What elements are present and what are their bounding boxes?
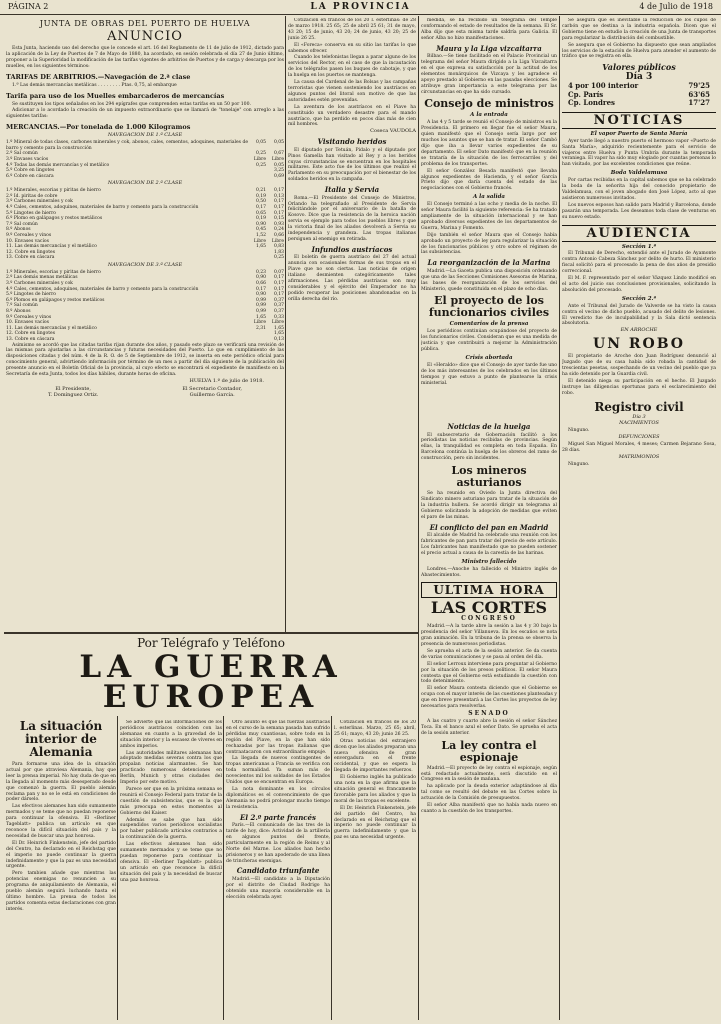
consejo-heading: Consejo de ministros [424,97,554,111]
article-paragraph: medida, se ha recibido un telegrama del Temple conformando el estado de resultados de la semana. El Sr. Alba dijo que esta misma tarde saldría para Galicia. El señor Alba no hizo manifestaciones. [421,18,557,41]
article-paragraph: El boletín de guerra austríaco del 27 del actual anuncia con ocasionales formas de sus tropas en el Piave que no son ciertas. Las noticias de origen italiano desmienten categóricamente tales afirmaciones. Las pérdidas austríacas son muy considerables y el ejército del Emperador no ha podido recuperar las posiciones abandonadas en la orilla derecha del río. [288,255,416,302]
tariff-value: 0,07 [273,269,284,275]
article-paragraph: El señor Alba manifestó que no había nada nuevo en cuanto a la cuestión de los transportes. [421,803,557,814]
valores-value: 79'25 [688,81,710,91]
adicion-text: Adicionar a lo acordado la creación de un impuesto extraordinario que se llamará de "tonelaje" con arreglo a las siguientes tarifas: [6,108,284,120]
tariff-value: 0,50 [255,199,266,205]
tariff-item: 5.º Lingotes de hierro [6,210,56,216]
tariff-value: 0,90 [255,275,266,281]
anuncio-intro: Esta Junta, haciendo uso del derecho que le concede el art. 16 del Reglamento de 11 de julio de 1912, dictado para la aplicación de la Ley de Puertos de 7 de Mayo de 1880, ha acordado, en sesión celebrada el día 27 de Junio último, proponer a la Superioridad la modificación de las tarifas vigentes de arbitrios de Puertos y de carga y descarga por los muelles, en los siguientes términos: [6,46,284,69]
article-paragraph: A las cuatro y cuarto abre la sesión el señor Sánchez Toca. En el banco azul el señor Dato. Se aprueba el acta de la sesión anterior. [421,718,557,736]
tariff-value: 1,65 [255,244,266,250]
registro-entry: Ninguno. [568,461,590,467]
telegraph-heading: Por Telégrafo y Teléfono [137,636,285,650]
tariff-value: 0,90 [255,221,266,227]
article-subheading: El vapor Puerto de Santa María [590,130,688,137]
valores-label: Cp. París [568,89,604,99]
nav1-caption: NAVEGACION DE 1.ª CLASE [107,132,183,139]
article-subheading: Ministro fallecido [461,558,517,565]
war-column-2 [120,720,222,1020]
valores-label: Cp. Londres [568,98,615,108]
column-rule [223,716,224,1020]
article-paragraph: Madrid.—La Gaceta publica una disposición ordenando que una de las Secciones Comisiones Asesoras de Marina, las bases de reorganización de los servicios del Ministerio, quede constituida en el plazo de ocho días. [421,268,557,292]
article-paragraph: Se ha reunido en Oviedo la Junta directiva del Sindicato minero asturiano para tratar de la situación de la industria hullera. Se acordó dirigir un telegrama al Gobierno solicitando la adopción de medidas que eviten el paro de las minas. [421,491,557,520]
article-paragraph: Además se sabe que han sido suspendidos varios periódicos socialistas por haber publicado artículos contrarios a la continuación de la guerra. [120,817,222,841]
tariff-item: 12. Cobre en lingotes [6,249,56,255]
column-3-lower [421,420,557,1020]
tariff-item: 5.º Cobre en lingotes [6,168,55,174]
article-paragraph: Cotización en francos de los 20 l. esterlinas. Marzo, 25 65; abril, 25 61; mayo, 43 20; junio 26 25. [334,720,416,737]
presidente-name: T. Domínguez Ortiz. [48,391,99,398]
war-title: LA GUERRA EUROPEA [79,649,343,715]
article-paragraph: Se aprueba el acta de la sesión anterior. Se da cuenta de varias comunicaciones y se pasa al orden del día. [421,648,557,660]
tariff-value: 0,17 [273,275,284,281]
article-paragraph: Por cartas recibidas en la capital sabemos que se ha celebrado la boda de la señorita hija del conocido propietario de Valdelamusa, con el joven abogado don José López, acto al que asistieron numerosos invitados. [562,178,716,201]
tariff-value: 0,65 [255,210,266,216]
nav2-table [6,188,284,261]
tariff-value: 0,69 [273,173,284,179]
tarifa-subheading: Tarifa para uso de los Muelles embarcaderos de mercancías [6,91,225,100]
registro-subheading: DEFUNCIONES [618,434,660,441]
article-paragraph: Cuando los telefonistas llegan a parar alguno de los servicios del Rector, en el caso de que la incautación de los telégrafos pasen los buques de cabotaje, y que la huelga en los puertos se mantenga. [288,55,416,79]
cortes-heading: LAS CORTES [430,598,548,618]
tariff-item: 10. Envases vacíos [6,238,49,244]
article-subheading: Crisis abortada [465,354,513,361]
article-paragraph: El M. F. representado por el señor Vázquez Lindo modificó en el acto del juicio sus conclusiones provisionales, solicitando la absolución del procesado. [562,276,716,293]
tariff-item: 4.º Cales, cementos, adoquines, materiales de barro y cemento para la construcción [6,286,199,292]
tariff-value: 0,17 [273,205,284,210]
article-paragraph: El señor Lerroux interviene para preguntar al Gobierno por la situación de los presos políticos. El señor Maura contesta que el Gobierno está estudiando la cuestión con todo detenimiento. [421,661,557,685]
tariff-item: 9.º Cereales y vinos [6,232,52,238]
valores-value: 63'65 [688,89,710,99]
valores-day: Día 3 [625,72,653,83]
registro-heading: Registro civil [594,399,684,414]
article-paragraph: La nota dominante en los círculos diplomáticos es el convencimiento de que Alemania no podrá prolongar mucho tiempo la resistencia. [226,786,330,810]
column-rule [331,716,332,1020]
column-rule [285,16,286,632]
article-subheading: Comentarios de la prensa [449,321,529,328]
article-paragraph: La aventura de los austríacos en el Piave ha constituido un verdadero desastre para el mando austríaco, que ha perdido en pocos días más de cien mil hombres. [288,104,416,128]
column-2 [288,18,416,630]
tariff-item: 11. Las demás mercancías y el metálico [6,244,97,250]
article-paragraph: La causa del Cardenal de las Bolsas y las campañas terroristas que vienen sosteniendo los austríacos en algunos puntos del litoral son motivo de que las autoridades estén prevenidas. [288,80,416,103]
table-row [6,140,284,151]
tariff-value: 3,25 [273,168,284,174]
tariff-value: 0,66 [255,281,266,287]
article-paragraph: El alcalde de Madrid ha celebrado una reunión con los fabricantes de pan para tratar del precio de este artículo. Los fabricantes han manifestado que no pueden sostener el precio actual a causa de la carestía de las harinas. [421,533,557,556]
tariff-item: 1.º Mineral de todas clases, carbones minerales y cok, abonos, cales, cementos, adoquines, materiales de barro y cemento para la construcción [6,140,248,151]
tariff-item: 7.º Sal común [6,303,38,309]
article-paragraph: El «Foreca» conserva en su sitio las tarifas lo que sabemos ofrecer. [288,42,416,54]
registro-subheading: NACIMIENTOS [619,420,659,427]
war-column-1 [6,720,116,1020]
tariff-value: 0,24 [273,227,284,233]
article-paragraph: Ayer tarde llegó a nuestro puerto el hermoso vapor «Puerto de Santa María», adquirido recientemente para el servicio de viajeros entre Huelva y Punta Umbría durante la temporada veraniega. El vapor ha sido muy elogiado por cuantas personas lo han visitado, por las excelentes condiciones que reúne. [562,138,716,168]
tariff-value: 0,05 [273,140,284,146]
ultima-hora-heading: ULTIMA HORA [421,582,557,598]
tariff-item: 5.º Lingotes de hierro [6,292,56,298]
tariff-value: 0,05 [255,140,266,146]
tariff-value [248,255,266,261]
tariff-value: 0,66 [273,232,284,238]
article-paragraph: Se asegura que el Gobierno ha dispuesto que sean ampliados los servicios de la estación de Huelva para atender el aumento de tráfico que se registra en ella. [562,42,716,60]
tariff-item: 1.º Minerales, escorias y piritas de hierro [6,269,101,275]
tariff-value: 0,13 [273,193,284,199]
tariff-value: 0,13 [273,336,284,342]
tariff-value: 0,17 [273,210,284,216]
tariff-value: 0,05 [273,162,284,168]
tariff-value: Libre [253,156,266,162]
secretario-title: El Secretario Contador, [182,385,242,392]
valores-heading: Valores públicos [602,62,676,73]
article-paragraph: El Tribunal de Derecho, extendió ante el Jurado de Ayamonte contra Antonio Cabeza Sánchez por delito de hurto. El ministerio fiscal solicitó para el procesado la pena de dos años de presidio correccional. [562,251,716,275]
article-paragraph: Madrid.—El proyecto de ley contra el espionaje, según está redactado actualmente, será discutido en el Congreso en la sesión de mañana. [421,765,557,783]
tariff-value: 0,83 [273,244,284,250]
page-number: PÁGINA 2 [8,2,49,11]
article-paragraph: Otro asunto es que las fuerzas austríacas en el curso de la semana pasada han sufrido pérdidas muy cuantiosas, sobre todo en la región del Piave, en la que han sido rechazadas por las tropas italianas que contraatacaron con extraordinario empuje. [226,720,330,755]
presidente-title: El Presidente, [55,385,91,392]
anuncio-date: HUELVA 1.º de julio de 1918. [189,378,264,384]
tariff-value: Libre [271,238,284,244]
tariff-item: 2.º Id. piritas de cobre [6,193,58,199]
tariff-item: 8.º Abonos [6,227,31,233]
section-label: Sección 2.ª [621,295,657,302]
tariff-item: 8.º Abonos [6,309,31,314]
byline: Coseca VAUDOLA [370,128,416,135]
tariff-item: 12. Cobre en lingotes [6,331,56,337]
tariff-item: 7.º Sal común [6,221,38,227]
nav1-table [6,140,284,179]
tariff-item: 10. Envases vacíos [6,320,49,326]
registro-subheading: MATRIMONIOS [618,454,660,460]
junta-heading: JUNTA DE OBRAS DEL PUERTO DE HUELVA [39,18,251,28]
tarifas-heading: TARIFAS DE ARBITRIOS.—Navegación de 2.ª clase [6,72,191,81]
mineros-heading: Los mineros asturianos [451,464,527,490]
article-heading: Candidato triunfante [236,866,320,876]
tariff-value: 0,15 [273,216,284,222]
tariff-item: 9.º Cereales y vinos [6,314,52,320]
tariff-item: 6.º Plomo en galápagos y restos metálicos [6,216,103,222]
article-paragraph: El «Heraldo» dice que el Consejo de ayer tarde fue uno de los más interesantes de los celebrados en los últimos tiempos y que estuvo a punto de plantearse la crisis ministerial. [421,362,557,386]
anuncio-closing: Asimismo se acordó que las citadas tarifas rijan durante dos años, y pasado este plazo se verificará una revisión de las mismas para ajustarlas a las circunstancias y futuras necesidades del Puerto. Lo que en cumplimiento de las disposiciones citadas y del núm. 4 de la R. O. de 5 de Septiembre de 1912, se inserta en este periódico oficial para conocimiento general, advirtiendo información por término de un mes a partir del día siguiente de la publicación del presente anuncio en el Boletín Oficial de la provincia, al cuyo efecto se encontrará el expediente de manifiesto en la Secretaría de esta Junta, todos los días hábiles, durante horas de oficina. [6,342,284,378]
article-heading: Maura y la Liga vizcaitarra [436,43,542,53]
newspaper-title: LA PROVINCIA [310,2,411,12]
tariff-value: 0,37 [273,309,284,314]
article-paragraph: París.—El comunicado de las tres de la tarde de hoy, dice: Actividad de la artillería en algunos puntos del frente, particularmente en la región de Reims y al Norte del Marne. Los aliados han hecho prisioneros y se han apoderado de una línea de trincheras enemigas. [226,823,330,864]
article-paragraph: El diputado por Tetuán, Pidalo y el diputado por Pinos Gamella han visitado al Rey y a los heridos cuyas circunstancias se encuentran en los hospitales militares. Este acto fue de los últimos que realizó el Parlamento en su preocupación por el bienestar de los soldados heridos en la campaña. [288,147,416,183]
audiencia-heading: AUDIENCIA [562,225,716,242]
article-heading: Noticias de la huelga [447,422,531,431]
article-paragraph: Se asegura que es inevitable la reducción de los cupos de carbón que se destina a la industria española. Dicen que el Gobierno tiene en estudio la creación de una Junta de transportes para regularizar la distribución del combustible. [562,18,716,41]
article-paragraph: La llegada de nuevos contingentes de tropas americanas a Francia se verifica con toda normalidad. Ya suman más de novecientos mil los soldados de los Estados Unidos que se encuentran en Europa. [226,756,330,786]
article-heading: El 2.º parte francés [240,812,316,822]
article-subheading: A la entrada [470,112,508,119]
tariff-item: 1.º Minerales, escorias y piritas de hierro [6,188,101,194]
article-paragraph: Pero tambien añade que mientras las potencias enemigas no renuncien a su programa de aniquilamiento de Alemania, el pueblo alemán seguirá luchando hasta el último hombre. La prensa de todos los partidos comenta estas declaraciones con gran interés. [6,871,116,912]
section-rule [4,632,418,634]
article-paragraph: El Consejo terminó a las ocho y media de la noche. El señor Maura facilitó la siguiente referencia: Se ha tratado ampliamente de la situación internacional y se han aprobado diversos expedientes de los departamentos de Guerra, Marina y Fomento. [421,202,557,231]
tarifa-line: 1.ª Las demás mercancías metálicas . . . . . . . . Ptas. 0,75, al embarque [12,82,177,88]
article-subheading: A la salida [473,194,505,201]
article-paragraph: Ante el Tribunal del Jurado de Valverde se ha visto la causa contra el vecino de dicho pueblo, acusado del delito de lesiones. El veredicto fue de inculpabilidad y la Sala dictó sentencia absolutoria. [562,303,716,327]
tariff-item: 3.º Envases vacíos [6,156,49,162]
article-paragraph: Roma.—El Presidente del Consejo de Ministros, Orlando ha telegrafiado al Presidente de Servia felicitándole por el aniversario de la batalla de Kosovo. Dice que la resistencia de la heroica nación servia es ejemplo para todos los pueblos libres y que la victoria final de los aliados devolverá a Servia su independencia y grandeza. Las tropas italianas persiguen al enemigo en retirada. [288,195,416,242]
table-row [6,255,284,261]
secretario-name: Guillermo García. [189,391,235,398]
tarifa-note: Se sustituyen los tipos señalados en los 294 epígrafes que comprenden estas tarifas en un 50 por 100. [12,101,251,107]
tariff-value: 0,37 [273,303,284,309]
column-rule [418,16,419,1020]
tariff-value: 1,52 [255,232,266,238]
anuncio-title: ANUNCIO [107,29,183,44]
section-label: Sección 1.ª [621,243,657,250]
valores-label: 4 por 100 interior [568,81,639,91]
tariff-item: 6.º Cobre en cáscara [6,173,54,179]
column-rule [559,16,560,1020]
anuncio-section [6,18,284,630]
registro-entry: Ninguno. [568,428,590,434]
tariff-value: 0,37 [273,297,284,303]
tariff-value: 0,17 [273,199,284,205]
tariff-item: 13. Cobre en cáscara [6,336,55,342]
article-heading: Italia y Servia [324,185,380,195]
article-paragraph: ha aplicado por la deuda exterior adaptándose al día tal como se resultó del debate en las Cortes sobre la actuación de la Comisión de presupuestos. [421,784,557,802]
article-paragraph: El Dr. Heinrich Finkenstein, jefe del partido del Centro, ha declarado en el Reichstag que el imperio no puede continuar la guerra indefinidamente y que la paz es una necesidad urgente. [334,805,416,841]
tariff-value: 1,65 [273,325,284,331]
tariff-value: 0,25 [255,151,266,157]
article-paragraph: A las 4 y 5 tarde se reunió el Consejo de ministros en la Presidencia. El primero en llegar fue el señor Maura, quien manifestó que el Consejo sería largo por ser muchos los asuntos que se han de tratar. El señor Cambó dijo que iba a llevar varios expedientes de su departamento. El señor Dato manifestó que en la reunión se trataría de la situación de los ferrocarriles y del problema de los transportes. [421,120,557,167]
tariff-value: 0,17 [273,286,284,292]
article-paragraph: Las efectivos alemanes han sido sumamente mermados y se teme que no puedan reponerse para continuar la ofensiva. El «Berliner Tageblatt» publica un artículo en que reconoce la difícil situación del país y la necesidad de buscar una paz honrosa. [6,804,116,839]
senado-heading: SENADO [468,710,510,717]
article-paragraph: El Dr. Heinrich Finkenstein, jefe del partido del Centro, ha declarado en el Reichstag que el imperio no puede continuar la guerra indefinidamente y que la paz es una necesidad urgente. [6,840,116,870]
nav3-caption: NAVEGACION DE 3.ª CLASE [107,261,183,268]
tariff-value: Libre [271,156,284,162]
registro-entry: Miguel San Miguel Morales, 4 meses; Carmen Bejarano Sosa, 28 días. [562,442,716,454]
article-paragraph: Madrid.—A la tarde abre la sesión a las 4 y 30 bajo la presidencia del señor Villanueva. En los escaños se nota gran animación. En la tribuna de la prensa se observa la presencia de numerosos periodistas. [421,624,557,648]
tariff-value: 0,17 [273,281,284,287]
tariff-value: Libre [253,238,266,244]
valores-row [562,99,716,108]
war-column-4 [334,720,416,1020]
article-heading: Visitando heridos [317,137,387,147]
tariff-item: 13. Cobre en cáscara [6,255,55,261]
tariff-item: 3.º Carbones minerales y cok [6,281,73,287]
tariff-value: 1,83 [273,249,284,255]
tariff-value: 0,25 [255,162,266,168]
place-label: EN ARROCHE [620,327,658,334]
tariff-value: 0,99 [255,309,266,314]
tariff-value: 0,90 [255,292,266,298]
article-paragraph: El propietario de Aroche don Juan Rodríguez denunció al Juzgado que de su casa había sido robada la cantidad de trescientas pesetas, sospechando de un vecino del pueblo que ya ha sido detenido por la Guardia civil. [562,354,716,377]
tariff-item: 2.º Las demás menas metálicas [6,275,78,281]
war-column-3 [226,720,330,1020]
tariff-item: 2.º Sal común [6,151,38,157]
tariff-value: 0,25 [273,255,284,261]
tariff-value: 0,93 [273,221,284,227]
funcionarios-heading: El proyecto de los funcionarios civiles [428,294,550,320]
article-paragraph: Madrid.—El candidato a la Diputación por el distrito de Ciudad Rodrigo ha obtenido una mayoría considerable en la elección celebrada ayer. [226,876,330,900]
tariff-value: 0,33 [273,314,284,320]
article-paragraph: Cotización en francos de los 20 l. esterlinas: de 28 de marzo 1918. 25 65; 25 de abril 25 61; 31 de mayo, 43 20; 15 de junio, 43 20; 24 de junio, 43 20; 25 de junio 26 25. [288,18,416,41]
article-heading: El conflicto del pan en Madrid [429,522,549,532]
congreso-heading: CONGRESO [461,615,517,623]
tariff-value: 2,31 [255,325,266,331]
nav2-caption: NAVEGACION DE 2.ª CLASE [107,180,183,187]
article-paragraph: Para formarse una idea de la situación actual por que atraviesa Alemania, hay que leer la prensa imperial. No hay duda de que en la llegada al momento más desesperado desde que comenzó la guerra. El pueblo alemán reclama pan y no se le está en condiciones de poder dárselo. [6,762,116,803]
mercancias-heading: MERCANCIAS.—Por tonelada de 1.000 Kilogramos [6,123,191,132]
tariff-value: Libre [253,320,266,326]
article-paragraph: El señor González Besada manifestó que llevaba algunos expedientes de Hacienda, y el señor García Prieto dijo que daría cuenta del estado de las negociaciones con el Gobierno francés. [421,168,557,192]
tariff-item: 11. Las demás mercancías y el metálico [6,325,97,331]
masthead [0,0,721,15]
tariff-value: 0,99 [255,303,266,309]
column-rule [117,716,118,1020]
tariff-value: 0,17 [255,286,266,292]
article-paragraph: Las efectivos alemanes han sido sumamente mermados y se teme que no puedan reponerse para continuar la ofensiva. El «Berliner Tageblatt» publica un artículo en que reconoce la difícil situación del país y la necesidad de buscar una paz honrosa. [120,842,222,883]
article-paragraph: Bilbao.—Se tiene facilitado en el Palacio Provincial un telegrama del señor Maura dirigido a la Liga Vizcaitarra en el que expresa su satisfacción por la actitud de los elementos monárquicos de Vizcaya y les agradece el apoyo prestado al Gobierno en las pasadas elecciones. Se atribuye gran importancia a este telegrama por las circunstancias en que ha sido cursado. [421,54,557,95]
tariff-value: 0,17 [255,205,266,210]
article-paragraph: El Gobierno inglés ha publicado una nota en la que afirma que la situación general es francamente favorable para los aliados y que la moral de las tropas es excelente. [334,775,416,804]
tariff-item: 4.º Cales, cementos, adoquines, materiales de barro y cemento para la construcción [6,205,199,210]
tariff-value: 0,21 [255,188,266,194]
ley-heading: La ley contra el espionaje [441,738,537,764]
tariff-value [248,174,266,180]
article-heading: La reorganización de la Marina [427,258,551,268]
tariff-value: 0,23 [255,269,266,275]
tariff-value: 0,67 [273,151,284,157]
tariff-value: 0,45 [255,227,266,233]
tariff-value: 1,65 [255,314,266,320]
tariff-value: 0,17 [273,188,284,194]
article-paragraph: Dijo también el señor Maura que el Consejo había aprobado un proyecto de ley para regularizar la situación de los funcionarios públicos y otro sobre el régimen de las subsistencias. [421,232,557,256]
unrobo-heading: UN ROBO [593,336,685,353]
situation-heading: La situación interior de Alemania [19,720,103,759]
tariff-value: 0,17 [273,292,284,298]
article-paragraph: Las autoridades militares alemanas han adoptado medidas severas contra los que propalan noticias alarmantes. Se han practicado numerosas detenciones en Berlín, Munich y otras ciudades del Imperio por este motivo. [120,750,222,786]
tariff-item: 3.º Carbones minerales y cok [6,199,73,205]
tariff-value: 0,19 [255,193,266,199]
tariff-value: 0,99 [255,297,266,303]
tariff-value: 1,65 [273,331,284,337]
nav3-table [6,270,284,343]
tariff-value: 0,19 [255,216,266,222]
column-4 [562,18,716,1018]
tariff-value: Libre [271,320,284,326]
issue-date: 4 de Julio de 1918 [639,2,713,11]
secretario-signature [182,387,242,399]
article-paragraph: Los nuevos esposos han salido para Madrid y Barcelona, donde pasarán una temporada. Les deseamos toda clase de venturas en su nuevo estado. [562,202,716,220]
article-paragraph: Se advierte que las informaciones de los periódicos austríacos coinciden con las alemanas en cuanto a la gravedad de la situación interior y la escasez de víveres en ambos imperios. [120,720,222,749]
article-paragraph: El subsecretario de Gobernación facilitó a los periodistas las noticias recibidas de provincias. Según ellas, la tranquilidad es completa en toda España. En Barcelona continúa la huelga de los obreros del ramo de construcción, pero sin incidentes. [421,432,557,462]
article-paragraph: Parece ser que en la próxima semana se reunirá el Consejo Federal para tratar de la cuestión de subsistencias, que es la que más preocupa en estos momentos al Gobierno del Kaiser. [120,786,222,816]
article-paragraph: El señor Maura contesta diciendo que el Gobierno se ocupa con el mayor interés de las cuestiones planteadas y que en breve presentará a las Cortes los proyectos de ley necesarios para resolverlas. [421,686,557,710]
article-paragraph: Londres.—Anoche ha fallecido el Ministro inglés de Abastecimientos. [421,566,557,578]
article-paragraph: El detenido niega su participación en el hecho. El Juzgado instruye las diligencias oportunas para el esclarecimiento del robo. [562,378,716,396]
article-paragraph: Otras noticias del extranjero dicen que los aliados preparan una nueva ofensiva de gran envergadura en el frente occidental, y que se espera la llegada de importantes refuerzos. [334,738,416,774]
table-row [6,174,284,180]
noticias-heading: NOTICIAS [562,112,716,129]
tariff-item: 6.º Plomos en galápagos y restos metálicos [6,297,105,303]
article-paragraph: Los periódicos continúan ocupándose del proyecto de los funcionarios civiles. Consideran que es una medida de justicia y que contribuirá a mejorar la Administración pública. [421,329,557,353]
article-subheading: Boda Valdelamusa [610,170,668,177]
valores-value: 17'27 [688,98,710,108]
article-heading: Infundios austríacos [311,244,393,254]
tariff-item: 4.º Todas las demás mercancías y el metálico [6,162,110,168]
presidente-signature [48,387,98,399]
signatures [6,387,284,399]
registro-day: Día 3 [632,413,646,420]
